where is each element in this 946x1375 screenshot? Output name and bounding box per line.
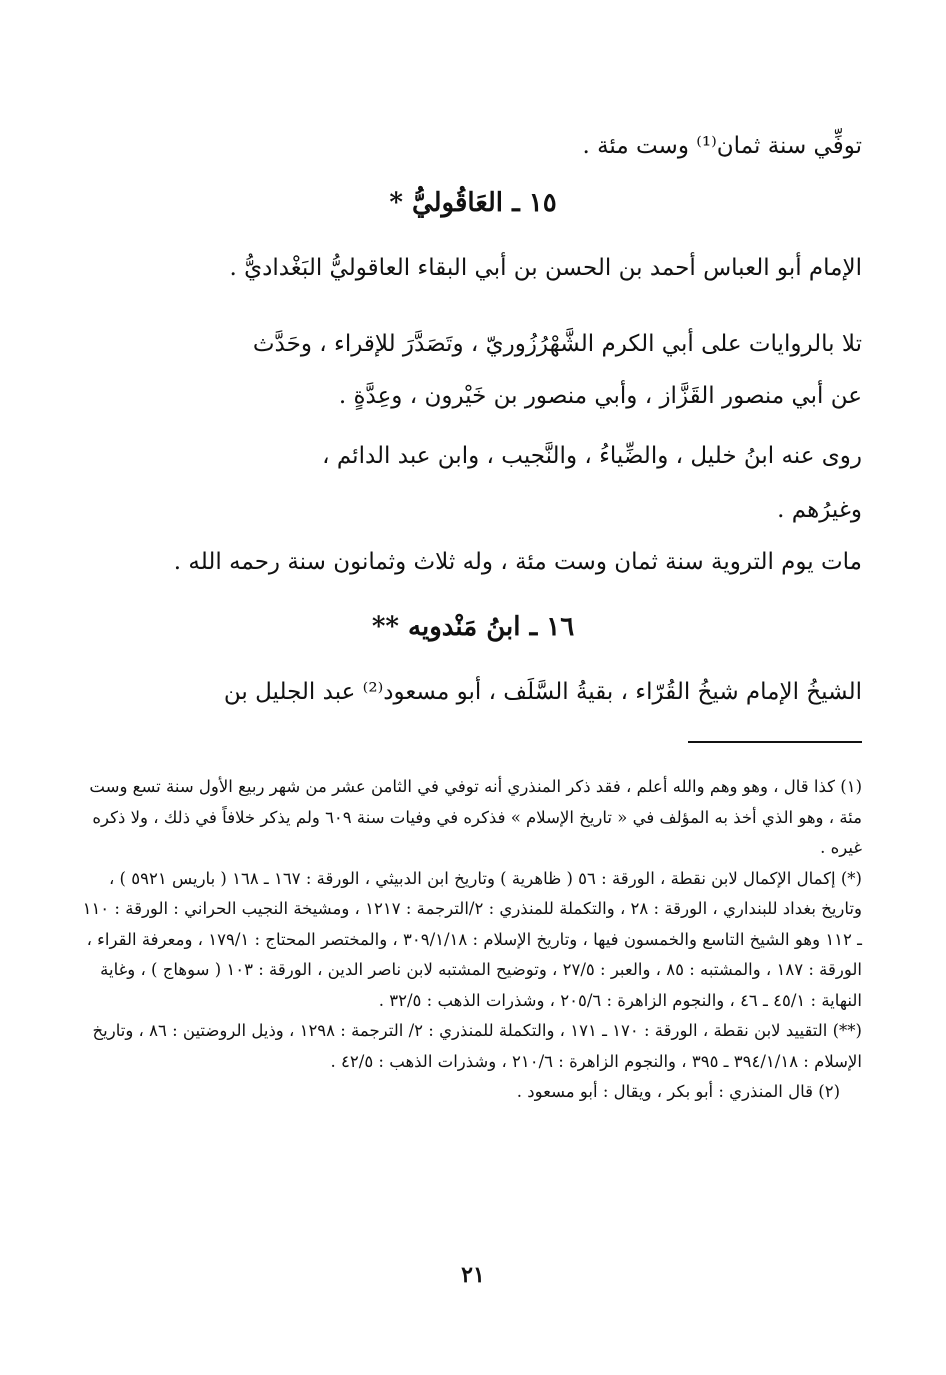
entry-15-paragraph-4: مات يوم التروية سنة ثمان وست مئة ، وله ثلاث وثمانون سنة رحمه الله . (173, 549, 862, 575)
previous-entry-tail: توفِّي سنة ثمان⁽¹⁾ وست مئة . (582, 133, 862, 159)
page-number: ٢١ (461, 1262, 485, 1288)
entry-15-paragraph-2-line-2: عن أبي منصور القَزَّاز ، وأبي منصور بن خَيْرون ، وعِدَّةٍ . (338, 383, 862, 409)
footnotes-block (82, 772, 862, 1108)
footnote-separator (688, 741, 862, 743)
entry-15-paragraph-2-line-1: تلا بالروايات على أبي الكرم الشَّهْرُزُوريّ ، وتَصَدَّرَ للإقراء ، وحَدَّث (252, 331, 862, 357)
entry-16-heading: ١٦ ـ ابنُ مَنْدويه ** (371, 612, 575, 642)
footnote-double-star: (**) التقييد لابن نقطة ، الورقة : ١٧٠ ـ ١٧١ ، والتكملة للمنذري : ٢/ الترجمة : ١٢٩٨ ، وذيل الروضتين : ٨٦ ، وتاريخ الإسلام : ٣٩٤/١/١٨ ـ ٣٩٥ ، والنجوم الزاهرة : ٢١٠/٦ ، وشذرات الذهب : ٤٢/٥ . (92, 1021, 862, 1071)
entry-16-paragraph-1: الشيخُ الإمام شيخُ القُرّاء ، بقيةُ السَّلَف ، أبو مسعود⁽²⁾ عبد الجليل بن (223, 679, 862, 705)
entry-15-paragraph-3-line-2: وغيرُهم . (777, 497, 862, 523)
entry-15-paragraph-3-line-1: روى عنه ابنُ خليل ، والضِّياءُ ، والنَّجيب ، وابن عبد الدائم ، (322, 443, 862, 469)
footnote-star: (*) إكمال الإكمال لابن نقطة ، الورقة : ٥٦ ( ظاهرية ) وتاريخ ابن الدبيثي ، الورقة : ١٦٧ ـ ١٦٨ ( باريس ٥٩٢١ ) ، وتاريخ بغداد للبنداري ، الورقة : ٢٨ ، والتكملة للمنذري : ٢/الترجمة : ١٢١٧ ، ومشيخة النجيب الحراني : الورقة : ١١٠ ـ ١١٢ وهو الشيخ التاسع والخمسون فيها ، وتاريخ الإسلام : ٣٠٩/١/١٨ ، والمختصر المحتاج : ١٧٩/١ ، ومعرفة القراء ، الورقة : ١٨٧ ، والمشتبه : ٨٥ ، والعبر : ٢٧/٥ ، وتوضيح المشتبه لابن ناصر الدين ، الورقة : ١٠٣ ( سوهاج ) ، وغاية النهاية : ٤٥/١ ـ ٤٦ ، والنجوم الزاهرة : ٢٠٥/٦ ، وشذرات الذهب : ٣٢/٥ . (82, 868, 862, 1010)
entry-15-heading: ١٥ ـ العَاقُوليُّ * (389, 188, 557, 218)
footnote-2: (٢) قال المنذري : أبو بكر ، ويقال : أبو مسعود . (516, 1082, 840, 1102)
entry-15-paragraph-1: الإمام أبو العباس أحمد بن الحسن بن أبي البقاء العاقوليُّ البَغْداديُّ . (229, 255, 862, 281)
footnote-1: (١) كذا قال ، وهو وهم والله أعلم ، فقد ذكر المنذري أنه توفي في الثامن عشر من شهر ربيع الأول سنة تسع وست مئة ، وهو الذي أخذ به المؤلف في « تاريخ الإسلام » فذكره في وفيات سنة ٦٠٩ ولم يذكر خلافاً في ذلك ، ولا ذكره غيره . (89, 777, 862, 858)
